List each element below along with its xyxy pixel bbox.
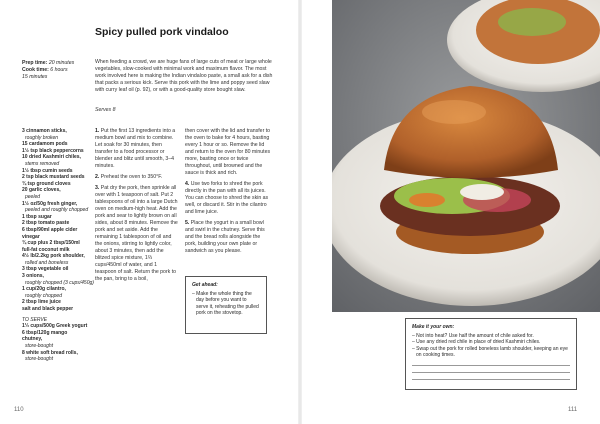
ingredient-note: roughly chopped (3 cups/450g) <box>25 279 94 286</box>
ingredient-quantity: salt and black pepper <box>22 306 74 313</box>
ingredient-quantity: 3 tbsp vegetable oil <box>22 266 69 273</box>
ingredient-item <box>22 330 94 337</box>
ingredient-item <box>22 306 94 313</box>
page-number-right: 111 <box>568 407 578 413</box>
variation-item: – Use any dried red chile in place of dried Kashmiri chiles. <box>412 339 541 346</box>
ingredient-note: store-bought <box>25 343 54 349</box>
ingredient-quantity: 1½ tsp black peppercorns <box>22 147 84 154</box>
prep-label: Prep time: <box>22 60 48 66</box>
ingredient-quantity: 8 white soft bread rolls, <box>22 349 78 356</box>
ingredient-quantity: chutney, <box>22 336 43 343</box>
ingredient-note: store-bought <box>25 356 54 363</box>
step-text: then cover with the lid and transfer to the oven to bake for 4 hours, basting every 1 hour or so. Remove the lid and return to the oven for 80 minutes more, basting once or twice throughout, until browned and the sauce is thick and rich. <box>185 128 271 176</box>
method-step <box>185 128 271 177</box>
get-ahead-box <box>185 276 267 334</box>
ingredient-item <box>22 253 94 260</box>
ingredient-item <box>22 174 94 181</box>
ingredient-quantity: ¾ tsp ground cloves <box>22 180 71 187</box>
food-illustration <box>332 0 600 312</box>
cook-label: Cook time: <box>22 67 49 73</box>
ingredient-note: roughly broken <box>25 134 59 141</box>
recipe-intro: When feeding a crowd, we are huge fans of large cuts of meat or large whole vegetables, slow-cooked with minimal work and maximum flavor. The most work involved here is making the Indian vindaloo paste, a small ask for a dish that packs a serious kick. Serve this pork with the lime and poppy seed slaw with curry leaf oil (p. 92), or with a good-quality store bought slaw. <box>95 59 273 93</box>
step-number: 4. <box>185 181 190 187</box>
ingredient-quantity: 1 cup/20g cilantro, <box>22 286 66 293</box>
ingredient-item <box>22 286 94 293</box>
page-number-left: 110 <box>14 407 24 413</box>
ingredient-item <box>22 227 94 234</box>
step-text: Preheat the oven to 350°F. <box>100 174 163 180</box>
ingredient-quantity: 3 onions, <box>22 273 44 280</box>
method-step <box>185 181 271 216</box>
ingredient-quantity: full-fat coconut milk <box>22 246 70 253</box>
make-it-your-own-title: Make it your own: <box>412 324 455 330</box>
ingredient-quantity: 3 cinnamon sticks, <box>22 128 67 134</box>
method-column-2 <box>185 128 271 259</box>
ingredient-note: stems removed <box>25 160 60 167</box>
make-it-your-own-box <box>405 318 577 390</box>
note-line <box>412 379 570 380</box>
ingredient-quantity: 2 tsp black mustard seeds <box>22 174 85 181</box>
step-text: Put the first 13 ingredients into a medium bowl and mix to combine. Let soak for 30 minutes, then transfer to a food processor or blender and blitz until smooth, 3–4 minutes. <box>95 128 176 169</box>
step-text: Use two forks to shred the pork directly in the pan with all its juices. You can choose to shred the skin as well, or discard it. Stir in the cilantro and lime juice. <box>185 181 269 215</box>
ingredient-item <box>22 148 94 155</box>
time-info <box>22 60 92 81</box>
variation-item: – Swap out the pork for rolled boneless lamb shoulder, keeping an eye on cooking times. <box>412 345 568 359</box>
ingredient-quantity: ¾ cup plus 2 tbsp/150ml <box>22 240 80 247</box>
ingredient-quantity: 15 cardamom pods <box>22 141 68 148</box>
ingredient-item <box>22 220 94 227</box>
ingredient-quantity: vinegar <box>22 233 40 240</box>
ingredient-quantity: 2 tbsp lime juice <box>22 299 61 306</box>
ingredient-quantity: 1⅓ cups/500g Greek yogurt <box>22 323 88 330</box>
ingredient-item <box>22 336 94 343</box>
ingredient-item <box>22 350 94 357</box>
ingredient-item <box>22 266 94 273</box>
method-column-1 <box>95 128 178 287</box>
ingredient-item <box>22 299 94 306</box>
method-step <box>95 185 178 283</box>
ingredient-note: peeled <box>25 193 41 200</box>
ingredient-note: roughly chopped <box>25 292 62 299</box>
step-number: 3. <box>95 185 100 191</box>
ingredient-item <box>22 154 94 161</box>
ingredient-quantity: 4½ lb/2.2kg pork shoulder, <box>22 253 85 260</box>
pulled-pork-sandwich-photo <box>332 0 600 312</box>
ingredient-quantity: 2 tbsp tomato paste <box>22 220 70 227</box>
ingredient-quantity: 1 tbsp sugar <box>22 213 52 220</box>
step-number: 2. <box>95 174 100 180</box>
step-text: Place the yogurt in a small bowl and swirl in the chutney. Serve this and the bread rolls alongside the pork, building your own plate or sandwich as you please. <box>185 220 265 254</box>
ingredient-quantity: 10 dried Kashmiri chiles, <box>22 154 81 161</box>
ingredient-item <box>22 141 94 148</box>
ingredient-item <box>22 240 94 247</box>
step-text: Pat dry the pork, then sprinkle all over with 1 teaspoon of salt. Put 2 tablespoons of oil into a large Dutch oven on medium-high heat. Add the pork and sear to lightly brown on all sides, about 8 minutes. Remove the pork and set aside. Add the remaining 1 tablespoon of oil and the onions, stirring to lightly color, about 3 minutes, then add the blitzed spice mixture, 1⅔ cups/450ml of water, and 1 teaspoon of salt. Return the pork to the pan, bring to a boil, <box>95 185 178 282</box>
ingredient-quantity: 1½ oz/50g fresh ginger, <box>22 200 78 207</box>
ingredient-item <box>22 201 94 208</box>
yogurt <box>460 184 504 200</box>
serves-label: Serves 8 <box>95 107 116 113</box>
ingredient-quantity: 6 tbsp/120g mango <box>22 329 68 336</box>
ingredient-item <box>22 128 94 135</box>
ingredient-item <box>22 273 94 280</box>
method-step <box>95 174 178 181</box>
ingredient-item <box>22 323 94 330</box>
note-line <box>412 365 570 366</box>
step-number: 5. <box>185 220 190 226</box>
prep-value: 20 minutes <box>48 60 75 66</box>
method-step <box>95 128 178 170</box>
to-serve-heading: TO SERVE <box>22 316 48 323</box>
ingredient-quantity: 1½ tbsp cumin seeds <box>22 167 73 174</box>
ingredient-item <box>22 187 94 194</box>
ingredient-item <box>22 181 94 188</box>
ingredient-item <box>22 168 94 175</box>
step-number: 1. <box>95 128 100 134</box>
ingredient-quantity: 20 garlic cloves, <box>22 187 61 194</box>
variation-item: – Not into heat? Use half the amount of chile asked for. <box>412 332 534 339</box>
get-ahead-title: Get ahead: <box>192 282 218 288</box>
ingredient-item <box>22 214 94 221</box>
get-ahead-item: – Make the whole thing the day before you want to serve it, reheating the pulled pork on the stovetop. <box>192 290 259 317</box>
ingredient-quantity: 6 tbsp/90ml apple cider <box>22 226 78 233</box>
method-step <box>185 220 271 255</box>
recipe-title: Spicy pulled pork vindaloo <box>95 26 229 38</box>
cook-value-2: 15 minutes <box>22 74 48 80</box>
ingredient-list <box>22 128 94 363</box>
cook-value-1: 6 hours <box>50 67 68 73</box>
ingredient-note: rolled and boneless <box>25 259 69 266</box>
note-line <box>412 372 570 373</box>
ingredient-note: peeled and roughly chopped <box>25 207 89 214</box>
book-gutter <box>298 0 302 424</box>
